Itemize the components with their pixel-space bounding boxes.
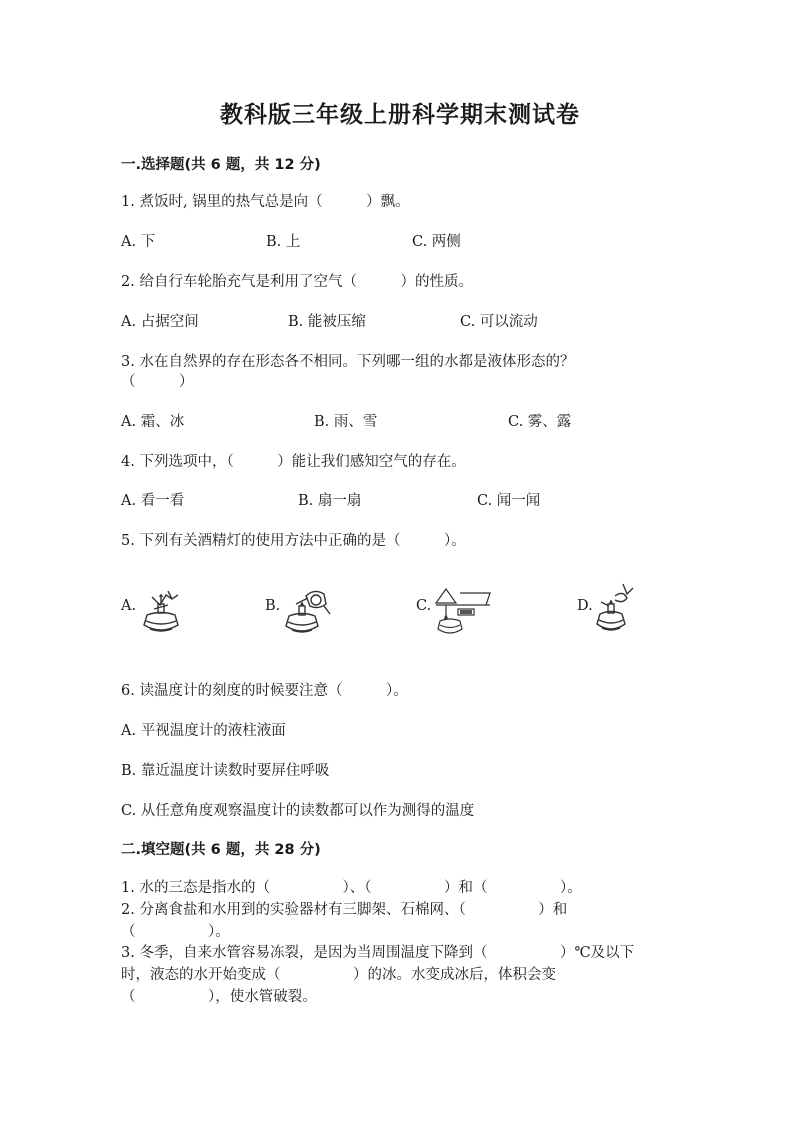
q3-option-c[interactable]: C. 雾、露 — [508, 414, 572, 430]
q1-option-b[interactable]: B. 上 — [266, 234, 301, 250]
alcohol-lamp-lighting-icon[interactable] — [138, 585, 184, 641]
q3-option-a[interactable]: A. 霜、冰 — [121, 414, 185, 430]
q1-option-a[interactable]: A. 下 — [121, 234, 156, 250]
fill-question-2-line-2: （ ）。 — [121, 924, 230, 940]
fill-question-3-line-3: （ ），使水管破裂。 — [121, 989, 317, 1005]
fill-question-2-line-1: 2. 分离食盐和水用到的实验器材有三脚架、石棉网、（ ）和 — [121, 902, 568, 918]
q2-option-b[interactable]: B. 能被压缩 — [288, 314, 366, 330]
section-heading-multiple-choice: 一.选择题(共 6 题，共 12 分) — [121, 157, 321, 173]
fill-question-3-line-2: 时，液态的水开始变成（ ）的冰。水变成冰后，体积会变 — [121, 967, 556, 983]
page-title: 教科版三年级上册科学期末测试卷 — [220, 102, 580, 128]
alcohol-lamp-heating-beaker-icon[interactable] — [432, 585, 494, 641]
question-4: 4. 下列选项中，（ ）能让我们感知空气的存在。 — [121, 454, 466, 470]
q4-option-b[interactable]: B. 扇一扇 — [298, 493, 362, 509]
alcohol-lamp-lamp-to-lamp-icon[interactable] — [282, 584, 334, 642]
q5-option-b-label[interactable]: B. — [265, 598, 281, 614]
question-1: 1. 煮饭时, 锅里的热气总是向（ ）飘。 — [121, 194, 410, 210]
question-6: 6. 读温度计的刻度的时候要注意（ ）。 — [121, 683, 408, 699]
alcohol-lamp-blowing-out-icon[interactable] — [593, 578, 639, 640]
q5-option-d-label[interactable]: D. — [577, 598, 593, 614]
q5-option-a-label[interactable]: A. — [121, 598, 137, 614]
section-heading-fill-in-blank: 二.填空题(共 6 题，共 28 分) — [121, 842, 321, 858]
q2-option-c[interactable]: C. 可以流动 — [460, 314, 538, 330]
q6-option-a[interactable]: A. 平视温度计的液柱液面 — [121, 723, 286, 739]
question-3-blank: （ ） — [121, 374, 194, 390]
q5-option-c-label[interactable]: C. — [416, 598, 432, 614]
q4-option-a[interactable]: A. 看一看 — [121, 493, 185, 509]
fill-question-3-line-1: 3. 冬季，自来水管容易冻裂，是因为当周围温度下降到（ ）℃及以下 — [121, 945, 635, 961]
q1-option-c[interactable]: C. 两侧 — [412, 234, 461, 250]
question-2: 2. 给自行车轮胎充气是利用了空气（ ）的性质。 — [121, 274, 473, 290]
question-3: 3. 水在自然界的存在形态各不相同。下列哪一组的水都是液体形态的？ — [121, 354, 575, 370]
q3-option-b[interactable]: B. 雨、雪 — [314, 414, 378, 430]
q2-option-a[interactable]: A. 占据空间 — [121, 314, 199, 330]
q4-option-c[interactable]: C. 闻一闻 — [477, 493, 541, 509]
question-5: 5. 下列有关酒精灯的使用方法中正确的是（ ）。 — [121, 533, 466, 549]
q6-option-c[interactable]: C. 从任意角度观察温度计的读数都可以作为测得的温度 — [121, 803, 475, 819]
q6-option-b[interactable]: B. 靠近温度计读数时要屏住呼吸 — [121, 763, 330, 779]
fill-question-1: 1. 水的三态是指水的（ ）、（ ）和（ ）。 — [121, 880, 582, 896]
